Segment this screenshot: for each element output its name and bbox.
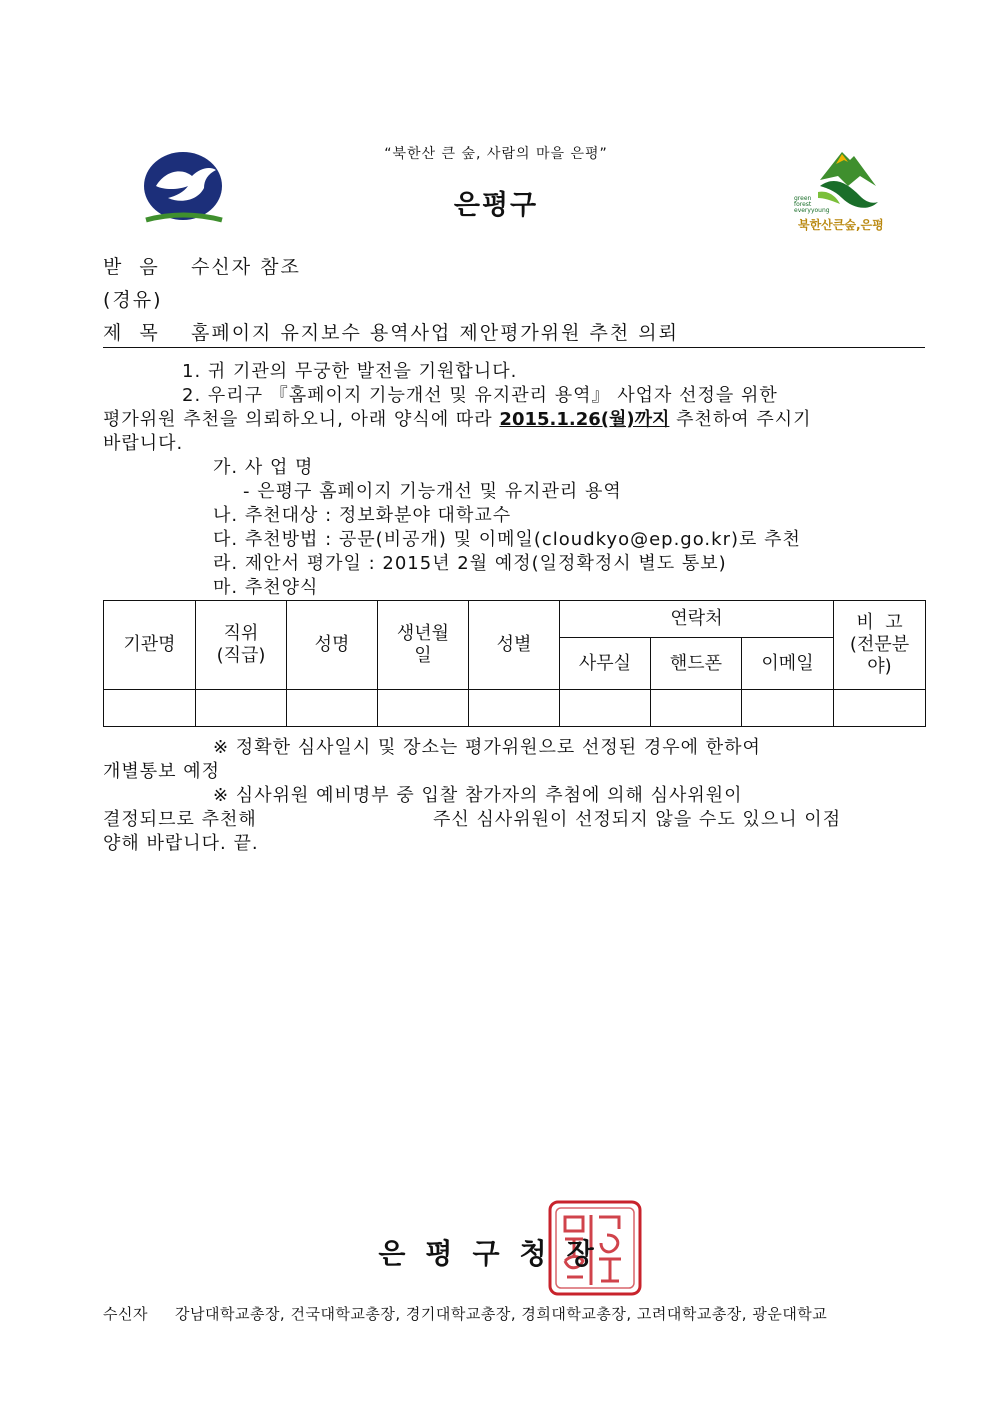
via-line xyxy=(103,285,163,312)
subject-label: 제 목 xyxy=(103,322,160,344)
cell-birthdate[interactable] xyxy=(378,690,469,727)
item-form: 마. 추천양식 xyxy=(213,577,319,598)
deadline-date: 2015.1.26(월)까지 xyxy=(499,409,670,430)
subject-value: 홈페이지 유지보수 용역사업 제안평가위원 추천 의뢰 xyxy=(191,322,679,344)
cell-note[interactable] xyxy=(834,690,926,727)
header-email: 이메일 xyxy=(742,638,834,690)
header-org: 기관명 xyxy=(104,601,196,690)
header-position: 직위 (직급) xyxy=(196,601,287,690)
paragraph-1: 1. 귀 기관의 무궁한 발전을 기원합니다. xyxy=(182,361,518,382)
header-mobile: 핸드폰 xyxy=(651,638,742,690)
note-2-line-2a: 결정되므로 추천해 xyxy=(103,809,257,830)
paragraph-2-line-3: 바랍니다. xyxy=(103,433,184,454)
note-2-line-3: 양해 바랍니다. 끝. xyxy=(103,833,259,854)
cell-position[interactable] xyxy=(196,690,287,727)
item-project-detail: - 은평구 홈페이지 기능개선 및 유지관리 용역 xyxy=(243,481,622,502)
note-2-line-1: ※ 심사위원 예비명부 중 입찰 참가자의 추첨에 의해 심사위원이 xyxy=(213,785,743,806)
header-birthdate: 생년월 일 xyxy=(378,601,469,690)
recipients-list: 강남대학교총장, 건국대학교총장, 경기대학교총장, 경희대학교총장, 고려대학교총장, 광운대학교 xyxy=(175,1305,828,1323)
subject-divider xyxy=(103,347,925,348)
recommendation-form-table xyxy=(103,600,926,727)
slogan-brand-ko: 북한산큰숲,은평 xyxy=(798,218,884,232)
header-gender: 성별 xyxy=(469,601,560,690)
paragraph-2-text-end: 추천하여 주시기 xyxy=(669,409,812,430)
header-note: 비 고 (전문분 야) xyxy=(834,601,926,690)
slogan-brand-en: green forest everyyoung xyxy=(794,195,830,214)
cell-email[interactable] xyxy=(742,690,834,727)
item-evaluation-date: 라. 제안서 평가일 : 2015년 2월 예정(일정확정시 별도 통보) xyxy=(213,553,727,574)
cell-gender[interactable] xyxy=(469,690,560,727)
header-contact: 연락처 xyxy=(560,601,834,638)
recipients-label: 수신자 xyxy=(103,1305,148,1323)
via-label: (경유) xyxy=(103,289,163,311)
cell-mobile[interactable] xyxy=(651,690,742,727)
header-office-phone: 사무실 xyxy=(560,638,651,690)
note-2-line-2b: 주신 심사위원이 선정되지 않을 수도 있으니 이점 xyxy=(433,809,842,830)
cell-org[interactable] xyxy=(104,690,196,727)
header-name: 성명 xyxy=(287,601,378,690)
paragraph-2-text: 평가위원 추천을 의뢰하오니, 아래 양식에 따라 xyxy=(103,409,500,430)
subject-line xyxy=(103,318,679,345)
receive-value: 수신자 참조 xyxy=(191,256,301,278)
paragraph-2-line-1: 2. 우리구 『홈페이지 기능개선 및 유지관리 용역』 사업자 선정을 위한 xyxy=(182,385,778,406)
receive-label: 받 음 xyxy=(103,256,160,278)
slogan-brand-logo xyxy=(790,146,882,234)
slogan: “북한산 큰 숲, 사람의 마을 은평” xyxy=(384,146,608,162)
cell-name[interactable] xyxy=(287,690,378,727)
item-target: 나. 추천대상 : 정보화분야 대학교수 xyxy=(213,505,512,526)
signatory: 은평구청장 xyxy=(378,1237,614,1270)
recipients-line xyxy=(103,1303,827,1324)
receive-line xyxy=(103,252,301,279)
item-method: 다. 추천방법 : 공문(비공개) 및 이메일(cloudkyo@ep.go.kr)로 추천 xyxy=(213,529,801,550)
note-1-line-2: 개별통보 예정 xyxy=(103,761,221,782)
note-1-line-1: ※ 정확한 심사일시 및 장소는 평가위원으로 선정된 경우에 한하여 xyxy=(213,737,761,758)
cell-office-phone[interactable] xyxy=(560,690,651,727)
table-row xyxy=(104,690,926,727)
paragraph-2-line-2 xyxy=(103,405,812,431)
item-project-name: 가. 사 업 명 xyxy=(213,457,314,478)
organization-name: 은평구 xyxy=(453,190,539,221)
